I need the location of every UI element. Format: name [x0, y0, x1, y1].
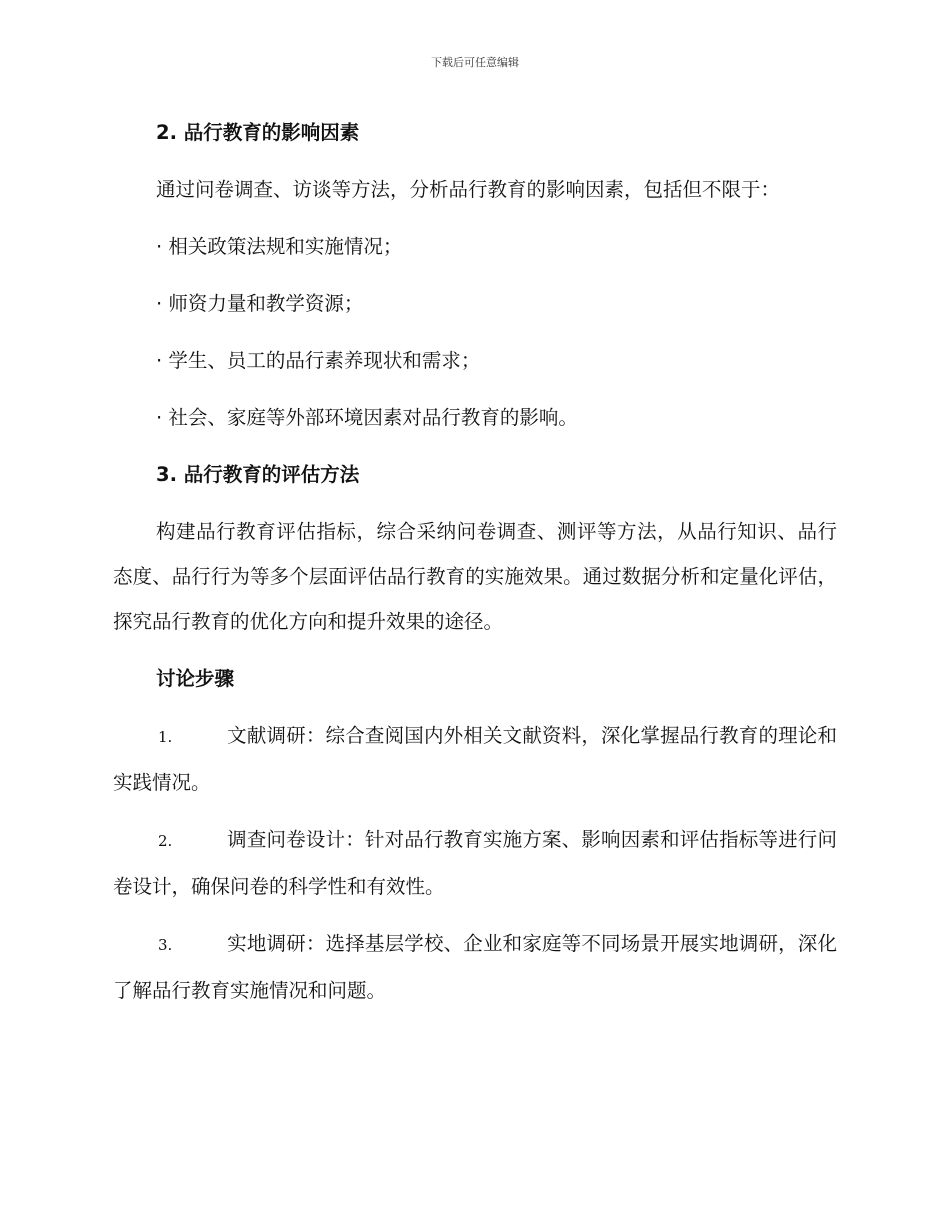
document-body: [113, 110, 837, 1013]
bullet-item: · 学生、员工的品行素养现状和需求；: [156, 349, 481, 372]
page-header: 下载后可任意编辑: [431, 56, 519, 69]
section-2-intro: 通过问卷调查、访谈等方法，分析品行教育的影响因素，包括但不限于：: [156, 178, 781, 201]
bullet-item: · 相关政策法规和实施情况；: [156, 235, 403, 258]
step-text: 调查问卷设计：针对品行教育实施方案、影响因素和评估指标等进行问卷设计，确保问卷的科学性和有效性。: [113, 828, 837, 898]
section-3-heading: 3. 品行教育的评估方法: [156, 463, 360, 486]
steps-heading: 讨论步骤: [156, 667, 235, 690]
step-number: 2.: [158, 832, 173, 850]
step-number: 1.: [158, 728, 173, 746]
bullet-item: · 师资力量和教学资源；: [156, 292, 364, 315]
section-3-body: 构建品行教育评估指标，综合采纳问卷调查、测评等方法，从品行知识、品行态度、品行行为等多个层面评估品行教育的实施效果。通过数据分析和定量化评估，探究品行教育的优化方向和提升效果的途径。: [113, 520, 837, 633]
step-item: [113, 817, 837, 909]
step-text: 文献调研：综合查阅国内外相关文献资料，深化掌握品行教育的理论和实践情况。: [113, 724, 837, 794]
step-number: 3.: [158, 936, 173, 954]
step-item: [113, 921, 837, 1013]
step-item: [113, 713, 837, 805]
step-text: 实地调研：选择基层学校、企业和家庭等不同场景开展实地调研，深化了解品行教育实施情况和问题。: [113, 932, 837, 1002]
bullet-item: · 社会、家庭等外部环境因素对品行教育的影响。: [156, 406, 578, 429]
section-2-heading: 2. 品行教育的影响因素: [156, 121, 360, 144]
